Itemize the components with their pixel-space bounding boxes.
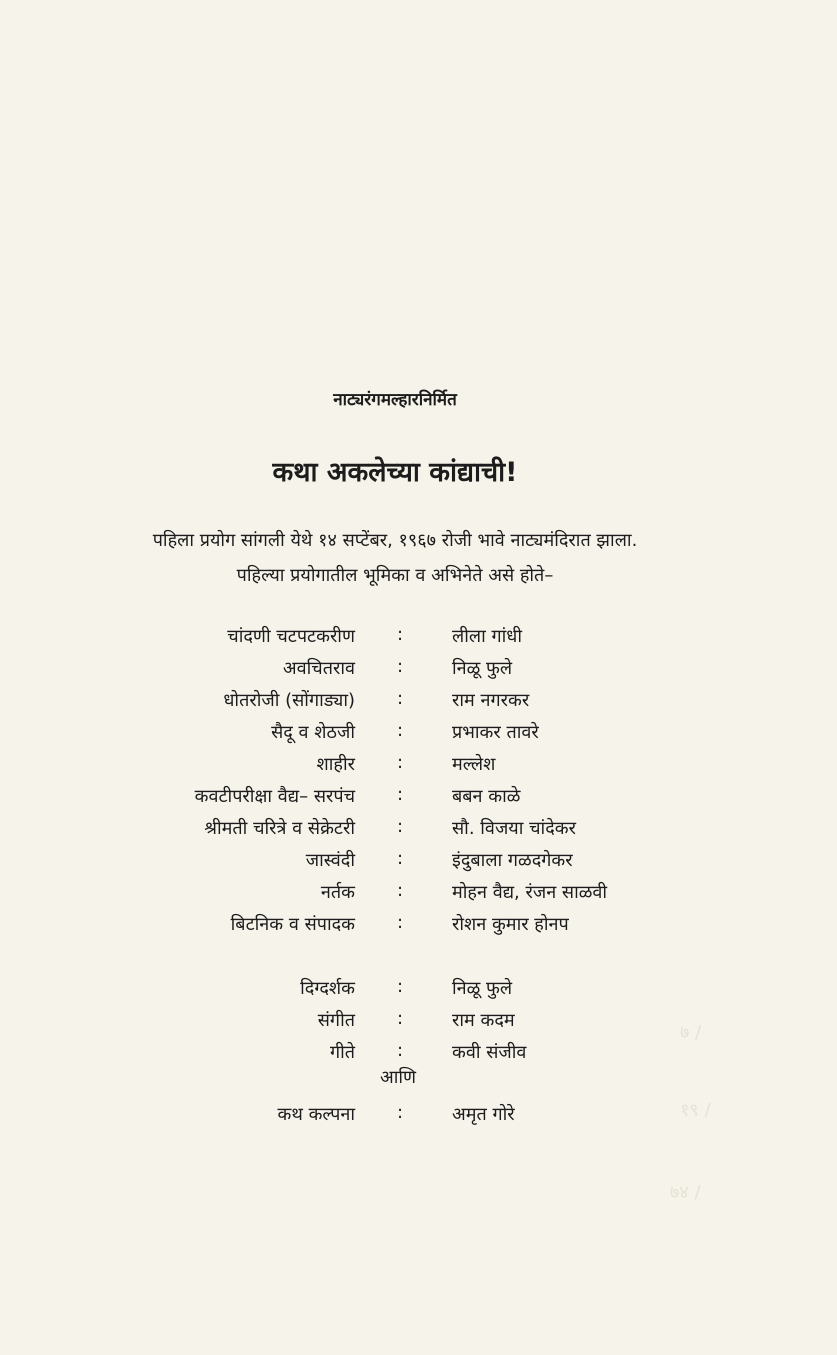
cast-actor: इंदुबाला गळदगेकर (452, 850, 573, 871)
crew-role: गीते (329, 1042, 355, 1063)
cast-actor: सौ. विजया चांदेकर (452, 818, 576, 839)
colon: : (397, 720, 404, 741)
story-row (0, 1102, 837, 1134)
crew-row (0, 976, 837, 1008)
cast-role: शाहीर (316, 754, 355, 775)
cast-row (0, 624, 837, 656)
intro-line-1: पहिला प्रयोग सांगली येथे १४ सप्टेंबर, १९६७ रोजी भावे नाट्यमंदिरात झाला. (152, 530, 638, 551)
colon: : (397, 848, 404, 869)
cast-actor: लीला गांधी (452, 626, 522, 647)
crew-row (0, 1040, 837, 1072)
colon: : (397, 784, 404, 805)
colon: : (397, 912, 404, 933)
cast-row (0, 848, 837, 880)
crew-person: निळू फुले (452, 978, 513, 999)
cast-role: श्रीमती चरित्रे व सेक्रेटरी (204, 818, 355, 839)
colon: : (397, 976, 404, 997)
cast-row (0, 784, 837, 816)
crew-role: संगीत (317, 1010, 355, 1031)
colon: : (397, 1102, 404, 1123)
separator-word: आणि (380, 1067, 417, 1088)
play-title: कथा अकलेच्या कांद्याची! (272, 457, 518, 488)
cast-actor: मोहन वैद्य, रंजन साळवी (452, 882, 608, 903)
colon: : (397, 816, 404, 837)
bleed-through-mark: १९ / (680, 1100, 711, 1121)
crew-role: दिग्दर्शक (300, 978, 355, 999)
cast-role: जास्वंदी (305, 850, 355, 871)
cast-role: कवटीपरीक्षा वैद्य– सरपंच (194, 786, 355, 807)
cast-row (0, 912, 837, 944)
colon: : (397, 752, 404, 773)
colon: : (397, 1040, 404, 1061)
intro-line-2: पहिल्या प्रयोगातील भूमिका व अभिनेते असे होते– (236, 565, 554, 586)
cast-row (0, 816, 837, 848)
colon: : (397, 880, 404, 901)
cast-row (0, 688, 837, 720)
cast-row (0, 720, 837, 752)
producer-line: नाट्यरंगमल्हारनिर्मित (333, 390, 457, 410)
colon: : (397, 688, 404, 709)
cast-row (0, 752, 837, 784)
bleed-through-mark: ७ / (680, 1022, 702, 1043)
cast-actor: निळू फुले (452, 658, 513, 679)
cast-actor: रोशन कुमार होनप (452, 914, 569, 935)
crew-row (0, 1008, 837, 1040)
cast-role: अवचितराव (282, 658, 355, 679)
bleed-through-mark: ७४ / (670, 1182, 701, 1203)
colon: : (397, 656, 404, 677)
crew-person: कवी संजीव (452, 1042, 527, 1063)
colon: : (397, 624, 404, 645)
cast-actor: राम नगरकर (452, 690, 530, 711)
story-person: अमृत गोरे (452, 1104, 515, 1125)
cast-role: चांदणी चटपटकरीण (227, 626, 355, 647)
cast-role: नर्तक (320, 882, 355, 903)
cast-row (0, 880, 837, 912)
colon: : (397, 1008, 404, 1029)
cast-actor: मल्लेश (452, 754, 496, 775)
cast-role: धोतरोजी (सोंगाड्या) (223, 690, 355, 711)
cast-actor: बबन काळे (452, 786, 521, 807)
cast-role: बिटनिक व संपादक (230, 914, 355, 935)
cast-row (0, 656, 837, 688)
story-role: कथ कल्पना (277, 1104, 355, 1125)
cast-role: सैदू व शेठजी (271, 722, 355, 743)
cast-actor: प्रभाकर तावरे (452, 722, 539, 743)
crew-person: राम कदम (452, 1010, 515, 1031)
